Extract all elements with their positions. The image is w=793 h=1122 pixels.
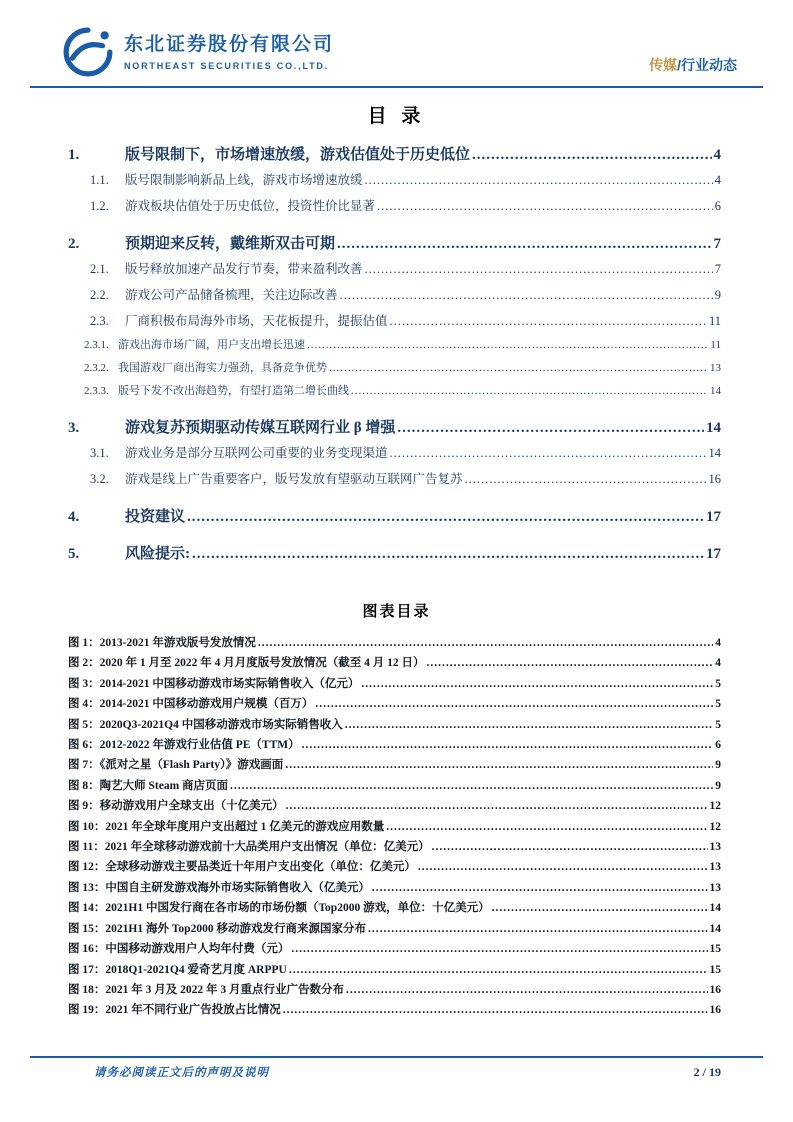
figure-entry-title: 图 13：中国自主研发游戏海外市场实际销售收入（亿美元） [68, 881, 370, 894]
toc-entry[interactable] [68, 144, 721, 167]
figure-entry-page: 15 [709, 963, 721, 976]
page-header [0, 0, 793, 78]
figure-entry-title: 图 14：2021H1 中国发行商在各市场的市场份额（Top2000 游戏，单位：十亿美元） [68, 902, 490, 915]
figure-entry[interactable] [68, 980, 721, 1000]
toc-entry-number: 2.2. [90, 288, 109, 302]
toc-entry[interactable] [68, 380, 721, 403]
company-brand [62, 26, 334, 78]
dot-leader [346, 980, 708, 1000]
dot-leader [307, 334, 708, 357]
dot-leader [472, 144, 711, 167]
dot-leader [192, 543, 704, 566]
toc-entry-number: 2.3.2. [84, 362, 109, 374]
dot-leader [372, 878, 708, 898]
toc-entry-title: 游戏复苏预期驱动传媒互联网行业 β 增强 [125, 420, 396, 436]
dot-leader [289, 960, 708, 980]
figure-entry-title: 图 16：中国移动游戏用户人均年付费（元） [68, 943, 290, 956]
toc-entry-page: 11 [708, 314, 721, 328]
toc-entry-page: 6 [714, 199, 721, 213]
dot-leader [351, 380, 708, 403]
toc-entry-page: 14 [708, 446, 721, 460]
figure-entry-page: 13 [709, 861, 721, 874]
toc-entry-page: 7 [714, 262, 721, 276]
figure-entry-page: 5 [715, 718, 721, 731]
toc-entry-title: 版号限制下，市场增速放缓，游戏估值处于历史低位 [125, 147, 471, 163]
toc-entry[interactable] [68, 440, 721, 466]
figure-entry-title: 图 12：全球移动游戏主要品类近十年用户支出变化（单位：亿美元） [68, 861, 416, 874]
toc-entry-title: 我国游戏厂商出海实力强劲，具备竞争优势 [118, 362, 327, 374]
figure-entry[interactable] [68, 939, 721, 959]
toc-entry-title: 版号下发不改出海趋势，有望打造第二增长曲线 [118, 385, 349, 397]
toc-entry-number: 2.3.3. [84, 385, 109, 397]
toc-entry[interactable] [68, 506, 721, 529]
toc-entry[interactable] [68, 167, 721, 193]
toc-entry[interactable] [68, 357, 721, 380]
figure-entry[interactable] [68, 735, 721, 755]
figure-entry-page: 9 [715, 759, 721, 772]
toc-entry-title: 游戏是线上广告重要客户，版号发放有望驱动互联网广告复苏 [125, 472, 463, 486]
figure-entry-title: 图 7：《派对之星（Flash Party）》游戏画面 [68, 759, 284, 772]
toc-entry-title: 厂商积极布局海外市场，天花板提升，提振估值 [125, 314, 388, 328]
toc-entry-title: 版号限制影响新品上线，游戏市场增速放缓 [125, 173, 363, 187]
dot-leader [427, 653, 714, 673]
figure-entry[interactable] [68, 878, 721, 898]
figure-entry[interactable] [68, 715, 721, 735]
dot-leader [291, 939, 707, 959]
figure-entry[interactable] [68, 919, 721, 939]
dot-leader [230, 776, 713, 796]
toc-entry[interactable] [68, 282, 721, 308]
figure-entry-page: 13 [709, 841, 721, 854]
figure-entry[interactable] [68, 857, 721, 877]
toc-entry-number: 1. [68, 147, 80, 163]
page-footer [30, 1056, 763, 1080]
dot-leader [377, 193, 713, 219]
figure-entry[interactable] [68, 633, 721, 653]
header-divider [30, 86, 763, 88]
toc-entry-title: 游戏板块估值处于历史低位，投资性价比显著 [125, 199, 376, 213]
figure-entry-page: 14 [709, 922, 721, 935]
dot-leader [258, 633, 713, 653]
toc-entry-page: 4 [714, 173, 721, 187]
toc-entry-page: 14 [706, 420, 721, 436]
toc-entry-number: 2. [68, 236, 80, 252]
toc-entry-title: 预期迎来反转，戴维斯双击可期 [125, 236, 336, 252]
dot-leader [337, 233, 711, 256]
dot-leader [390, 440, 707, 466]
toc-entry-title: 版号释放加速产品发行节奏，带来盈利改善 [125, 262, 363, 276]
figure-directory [0, 621, 793, 1021]
category-label: 传媒 [649, 57, 678, 73]
dot-leader [283, 1000, 708, 1020]
figure-entry[interactable] [68, 1000, 721, 1020]
company-logo-icon [62, 26, 114, 78]
figure-entry[interactable] [68, 776, 721, 796]
dot-leader [492, 898, 708, 918]
figure-entry-title: 图 3：2014-2021 中国移动游戏市场实际销售收入（亿元） [68, 677, 360, 690]
dot-leader [365, 256, 713, 282]
report-category [649, 55, 737, 78]
figure-entry-title: 图 1：2013-2021 年游戏版号发放情况 [68, 637, 256, 649]
footer-disclaimer: 请务必阅读正文后的声明及说明 [94, 1067, 269, 1079]
page-number: 2 / 19 [693, 1065, 721, 1079]
figure-entry-title: 图 15：2021H1 海外 Top2000 移动游戏发行商来源国家分布 [68, 922, 366, 935]
dot-leader [418, 857, 708, 877]
toc-entry-title: 投资建议 [125, 509, 186, 525]
company-name-en: NORTHEAST SECURITIES CO.,LTD. [124, 61, 330, 71]
figure-entry[interactable] [68, 837, 721, 857]
dot-leader [187, 506, 704, 529]
dot-leader [345, 715, 714, 735]
toc-entry-number: 2.1. [90, 262, 109, 276]
figure-entry-page: 16 [709, 1004, 721, 1017]
figure-entry-title: 图 4：2014-2021 中国移动游戏用户规模（百万） [68, 698, 314, 711]
figure-entry-page: 5 [715, 677, 721, 690]
toc-entry[interactable] [68, 256, 721, 282]
dot-leader [390, 308, 707, 334]
toc-entry-number: 3.1. [90, 446, 109, 460]
toc-entry[interactable] [68, 543, 721, 566]
dot-leader [432, 837, 708, 857]
table-of-contents [0, 128, 793, 566]
figure-entry-title: 图 18：2021 年 3 月及 2022 年 3 月重点行业广告数分布 [68, 983, 344, 996]
figure-entry-title: 图 2：2020 年 1 月至 2022 年 4 月月度版号发放情况（截至 4 月 12 日） [68, 657, 425, 670]
figure-entry[interactable] [68, 694, 721, 714]
dot-leader [286, 796, 708, 816]
toc-entry-page: 14 [710, 385, 721, 397]
toc-entry-number: 4. [68, 509, 80, 525]
category-separator: / [677, 57, 681, 73]
toc-entry-number: 3.2. [90, 472, 109, 486]
figure-entry-title: 图 17：2018Q1-2021Q4 爱奇艺月度 ARPPU [68, 963, 287, 976]
figure-entry-title: 图 10：2021 年全球年度用户支出超过 1 亿美元的游戏应用数量 [68, 820, 385, 833]
toc-entry-page: 16 [708, 472, 721, 486]
figure-entry-title: 图 11：2021 年全球移动游戏前十大品类用户支出情况（单位：亿美元） [68, 841, 430, 854]
toc-entry-number: 5. [68, 546, 80, 562]
figure-entry-page: 16 [709, 983, 721, 996]
dot-leader [365, 167, 713, 193]
toc-entry-page: 17 [706, 546, 721, 562]
figure-entry-page: 12 [709, 820, 721, 833]
dot-leader [302, 735, 714, 755]
figure-entry-page: 13 [709, 881, 721, 894]
company-name-cn: 东北证券股份有限公司 [124, 34, 335, 55]
figure-entry[interactable] [68, 755, 721, 775]
figure-entry-title: 图 9：移动游戏用户全球支出（十亿美元） [68, 800, 284, 813]
toc-entry-page: 17 [706, 509, 721, 525]
figure-entry[interactable] [68, 674, 721, 694]
dot-leader [329, 357, 708, 380]
figure-entry-page: 5 [715, 698, 721, 711]
toc-entry-number: 1.1. [90, 173, 109, 187]
dot-leader [368, 919, 708, 939]
toc-entry[interactable] [68, 466, 721, 492]
dot-leader [465, 466, 707, 492]
toc-entry[interactable] [68, 334, 721, 357]
figure-entry[interactable] [68, 817, 721, 837]
toc-entry-number: 2.3.1. [84, 339, 109, 351]
figure-entry-page: 15 [709, 943, 721, 956]
figure-entry-page: 4 [715, 637, 721, 649]
figure-entry-title: 图 5：2020Q3-2021Q4 中国移动游戏市场实际销售收入 [68, 718, 343, 731]
toc-entry-number: 1.2. [90, 199, 109, 213]
toc-entry-number: 3. [68, 420, 80, 436]
dot-leader [397, 417, 704, 440]
figure-entry[interactable] [68, 960, 721, 980]
figure-entry-page: 9 [715, 779, 721, 792]
toc-entry[interactable] [68, 233, 721, 256]
toc-entry-title: 风险提示: [125, 546, 190, 562]
toc-entry-page: 9 [714, 288, 721, 302]
toc-entry-number: 2.3. [90, 314, 109, 328]
dot-leader [285, 755, 713, 775]
dot-leader [340, 282, 713, 308]
dot-leader [361, 674, 713, 694]
dot-leader [315, 694, 713, 714]
figure-entry-title: 图 19：2021 年不同行业广告投放占比情况 [68, 1004, 281, 1017]
toc-entry-page: 4 [713, 147, 721, 163]
figure-entry-title: 图 8：陶艺大师 Steam 商店页面 [68, 779, 229, 792]
toc-entry-page: 13 [710, 362, 721, 374]
figure-entry-page: 12 [709, 800, 721, 813]
toc-title: 目 录 [367, 106, 426, 127]
toc-entry[interactable] [68, 308, 721, 334]
toc-entry[interactable] [68, 417, 721, 440]
toc-entry-page: 11 [710, 339, 721, 351]
doc-type-label: 行业动态 [681, 57, 737, 73]
toc-entry-page: 7 [713, 236, 721, 252]
figure-entry-page: 4 [715, 657, 721, 670]
figure-entry[interactable] [68, 796, 721, 816]
toc-entry-title: 游戏业务是部分互联网公司重要的业务变现渠道 [125, 446, 388, 460]
dot-leader [386, 817, 707, 837]
figure-entry[interactable] [68, 898, 721, 918]
figure-entry[interactable] [68, 653, 721, 673]
figure-entry-page: 6 [715, 739, 721, 752]
toc-entry[interactable] [68, 193, 721, 219]
toc-entry-title: 游戏公司产品储备梳理，关注边际改善 [125, 288, 338, 302]
figure-entry-page: 14 [709, 902, 721, 915]
figure-directory-title: 图表目录 [362, 604, 431, 620]
toc-entry-title: 游戏出海市场广阔，用户支出增长迅速 [118, 339, 305, 351]
company-name-block [124, 33, 334, 71]
figure-entry-title: 图 6：2012-2022 年游戏行业估值 PE（TTM） [68, 739, 300, 752]
